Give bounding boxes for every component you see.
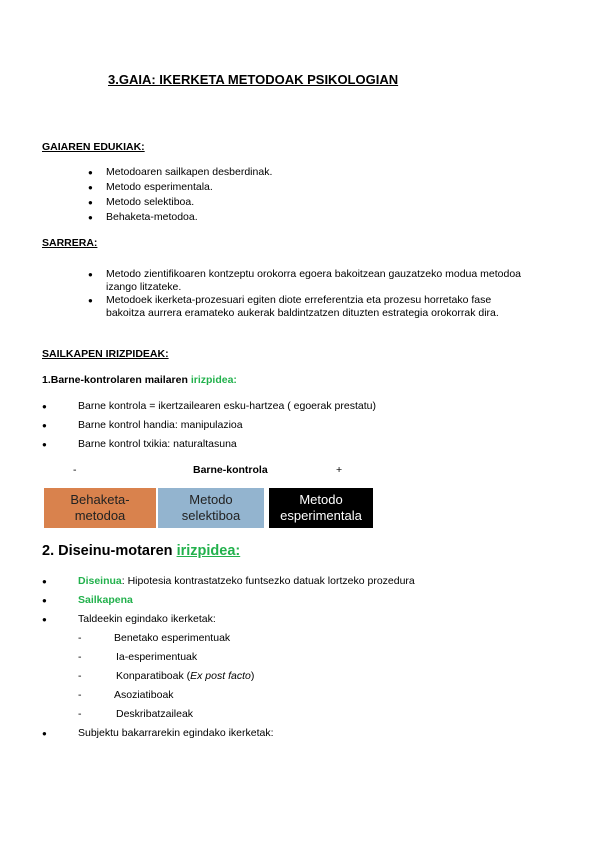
dash-item: - Deskribatzaileak: [78, 708, 194, 720]
list-item: ● Metodo esperimentala.: [88, 180, 272, 195]
sarrera-list: [88, 268, 521, 320]
scale-minus: -: [73, 464, 77, 476]
diseinu-bullet-1: ● Diseinua: Hipotesia kontrastatzeko funtsezko datuak lortzeko prozedura: [42, 575, 415, 587]
barne-bullet-1: ● Barne kontrola = ikertzailearen esku-hartzea ( egoerak prestatu): [42, 400, 376, 412]
list-item: ● Metodo selektiboa.: [88, 195, 272, 210]
diseinu-bullet-2: ● Sailkapena: [42, 594, 133, 606]
scale-plus: +: [336, 464, 343, 476]
dash-item: - Konparatiboak (Ex post facto): [78, 670, 255, 682]
page-title: 3.GAIA: IKERKETA METODOAK PSIKOLOGIAN: [108, 72, 399, 87]
list-item: ● Behaketa-metodoa.: [88, 210, 272, 225]
barne-bullet-3: ● Barne kontrol txikia: naturaltasuna: [42, 438, 237, 450]
list-item: ● Metodoaren sailkapen desberdinak.: [88, 165, 272, 180]
list-item: ● Metodo zientifikoaren kontzeptu orokorra egoera bakoitzean gauzatzeko modua metodoa izango litzateke.: [88, 268, 521, 294]
dash-item: - Benetako esperimentuak: [78, 632, 231, 644]
barne-bullet-2: ● Barne kontrol handia: manipulazioa: [42, 419, 243, 431]
dash-item: - Ia-esperimentuak: [78, 651, 198, 663]
diseinu-bullet-3: ● Taldeekin egindako ikerketak:: [42, 613, 216, 625]
list-item: ● Metodoek ikerketa-prozesuari egiten diote erreferentzia eta prozesu horretako fase bakoitza aurrera eramateko aukerak baldintzatzen dituzten estrategia orokorrak dira.: [88, 294, 521, 320]
box-behaketa-metodoa: Behaketa- metodoa: [44, 488, 156, 528]
subheading-barne-kontrola: 1.Barne-kontrolaren mailaren irizpidea:: [42, 374, 237, 386]
edukiak-list: [88, 165, 272, 225]
box-metodo-esperimentala: Metodo esperimentala: [269, 488, 373, 528]
box-metodo-selektiboa: Metodo selektiboa: [158, 488, 264, 528]
sailkapen-heading: SAILKAPEN IRIZPIDEAK:: [42, 348, 169, 360]
diseinu-heading: 2. Diseinu-motaren irizpidea:: [42, 543, 241, 559]
diseinu-bullet-4: ● Subjektu bakarrarekin egindako ikerketak:: [42, 727, 274, 739]
edukiak-heading: GAIAREN EDUKIAK:: [42, 141, 145, 153]
sarrera-heading: SARRERA:: [42, 237, 98, 249]
scale-label: Barne-kontrola: [193, 464, 268, 476]
dash-item: - Asoziatiboak: [78, 689, 174, 701]
